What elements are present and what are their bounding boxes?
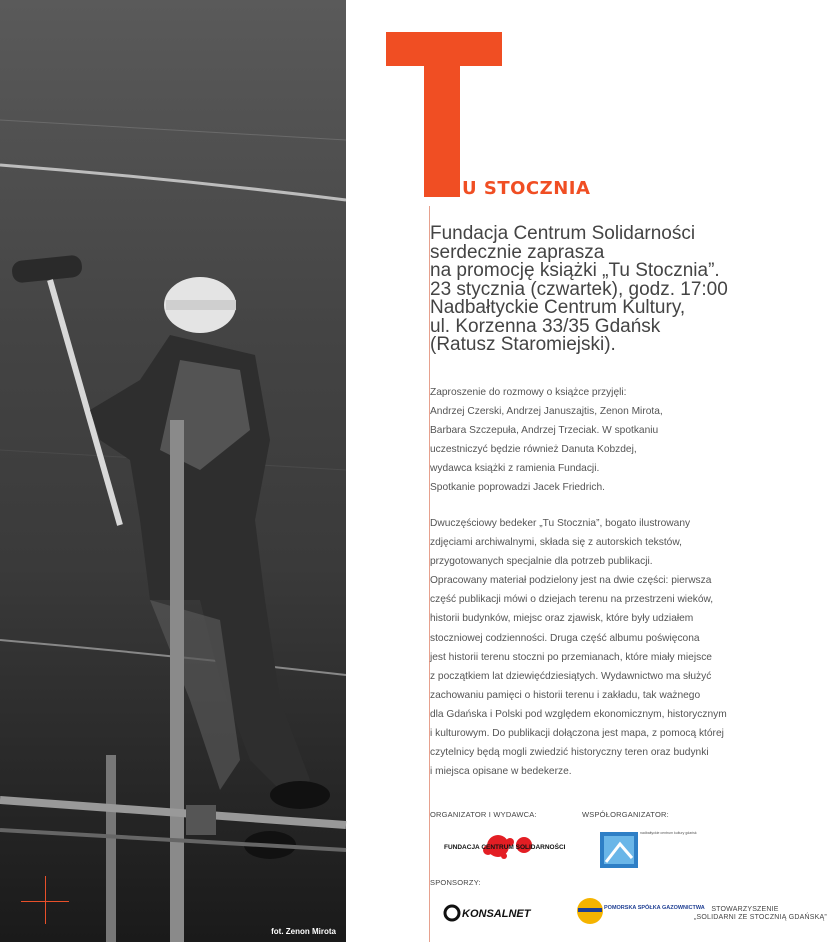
paragraph-line: uczestniczyć będzie również Danuta Kobzdej,: [430, 444, 637, 456]
invitation-line: serdecznie zaprasza: [430, 241, 605, 263]
paragraph-line: zachowaniu pamięci o historii terenu i zakładu, tak ważnego: [430, 689, 701, 701]
paragraph-line: historii budynków, miejsc oraz zjawisk, które były udziałem: [430, 613, 694, 625]
crosshair-vertical: [45, 876, 46, 924]
paragraph-line: wydawca książki z ramienia Fundacji.: [430, 463, 600, 475]
paragraph-line: i kulturowym. Do publikacji dołączona jest mapa, z pomocą której: [430, 728, 724, 740]
paragraph-line: Zaproszenie do rozmowy o książce przyjęli:: [430, 387, 627, 398]
nck-logo-text: nadbałtyckie centrum kultury gdańsk: [640, 831, 697, 835]
paragraph-line: Opracowany materiał podzielony jest na dwie części: pierwsza: [430, 575, 712, 587]
paragraph-line: część publikacji mówi o dziejach terenu na przestrzeni wieków,: [430, 594, 714, 606]
fundacja-logo-graphic: [444, 834, 566, 862]
paragraph-line: przygotowanych specjalnie dla potrzeb publikacji.: [430, 556, 653, 568]
book-description-paragraph: [430, 514, 810, 781]
fundacja-logo-text: FUNDACJA CENTRUM SOLIDARNOŚCI: [444, 844, 566, 851]
paragraph-line: zdjęciami archiwalnymi, składa się z autorskich tekstów,: [430, 537, 682, 549]
page-title: U STOCZNIA: [462, 178, 591, 199]
paragraph-line: Dwuczęściowy bedeker „Tu Stocznia”, bogato ilustrowany: [430, 518, 691, 529]
photo-credit: fot. Zenon Mirota: [271, 927, 336, 936]
invitation-line: ul. Korzenna 33/35 Gdańsk: [430, 315, 661, 337]
paragraph-line: czytelnicy będą mogli zwiedzić historyczny teren oraz budynki: [430, 747, 709, 759]
stowarzyszenie-line2: „SOLIDARNI ZE STOCZNIĄ GDAŃSKĄ”: [694, 914, 827, 921]
invitation-line: (Ratusz Staromiejski).: [430, 334, 616, 355]
sponsors-label: SPONSORZY:: [430, 878, 481, 887]
paragraph-line: jest historii terenu stoczni po przemianach, które miały miejsce: [430, 651, 712, 663]
paragraph-line: Andrzej Czerski, Andrzej Januszajtis, Zenon Mirota,: [430, 406, 663, 418]
organizer-label: ORGANIZATOR I WYDAWCA:: [430, 810, 537, 819]
pomorska-logo: [576, 897, 705, 927]
title-initial-t: [386, 32, 502, 197]
paragraph-line: stoczniowej codzienności. Druga część albumu poświęcona: [430, 632, 700, 644]
coorganizer-label: WSPÓŁORGANIZATOR:: [582, 810, 669, 819]
invitation-line: Nadbałtyckie Centrum Kultury,: [430, 297, 686, 318]
konsalnet-logo: [444, 905, 550, 921]
nck-logo: [600, 828, 697, 870]
stowarzyszenie-line1: STOWARZYSZENIE: [711, 906, 779, 913]
pomorska-logo-text: POMORSKA SPÓŁKA GAZOWNICTWA: [604, 905, 705, 911]
title-t-stem: [424, 32, 460, 197]
worker-illustration: [0, 0, 346, 942]
nck-logo-graphic: [600, 828, 697, 870]
invitation-line: na promocję książki „Tu Stocznia”.: [430, 260, 720, 281]
worker-photo: [0, 0, 346, 942]
konsalnet-logo-text: KONSALNET: [462, 908, 531, 920]
pomorska-logo-graphic: [576, 897, 705, 927]
paragraph-line: i miejsca opisane w bedekerze.: [430, 766, 572, 778]
invitation-line: Fundacja Centrum Solidarności: [430, 223, 696, 244]
paragraph-line: Spotkanie poprowadzi Jacek Friedrich.: [430, 482, 605, 494]
guests-paragraph: [430, 383, 810, 498]
invitation-text: [430, 225, 810, 355]
invitation-line: 23 stycznia (czwartek), godz. 17:00: [430, 278, 728, 300]
paragraph-line: dla Gdańska i Polski pod względem ekonomicznym, historycznym: [430, 708, 727, 720]
fundacja-centrum-solidarnosci-logo: [444, 834, 566, 862]
paragraph-line: z początkiem lat dziewięćdziesiątych. Wydawnictwo ma służyć: [430, 670, 712, 682]
paragraph-line: Barbara Szczepuła, Andrzej Trzeciak. W spotkaniu: [430, 425, 659, 437]
konsalnet-logo-graphic: [444, 905, 550, 921]
